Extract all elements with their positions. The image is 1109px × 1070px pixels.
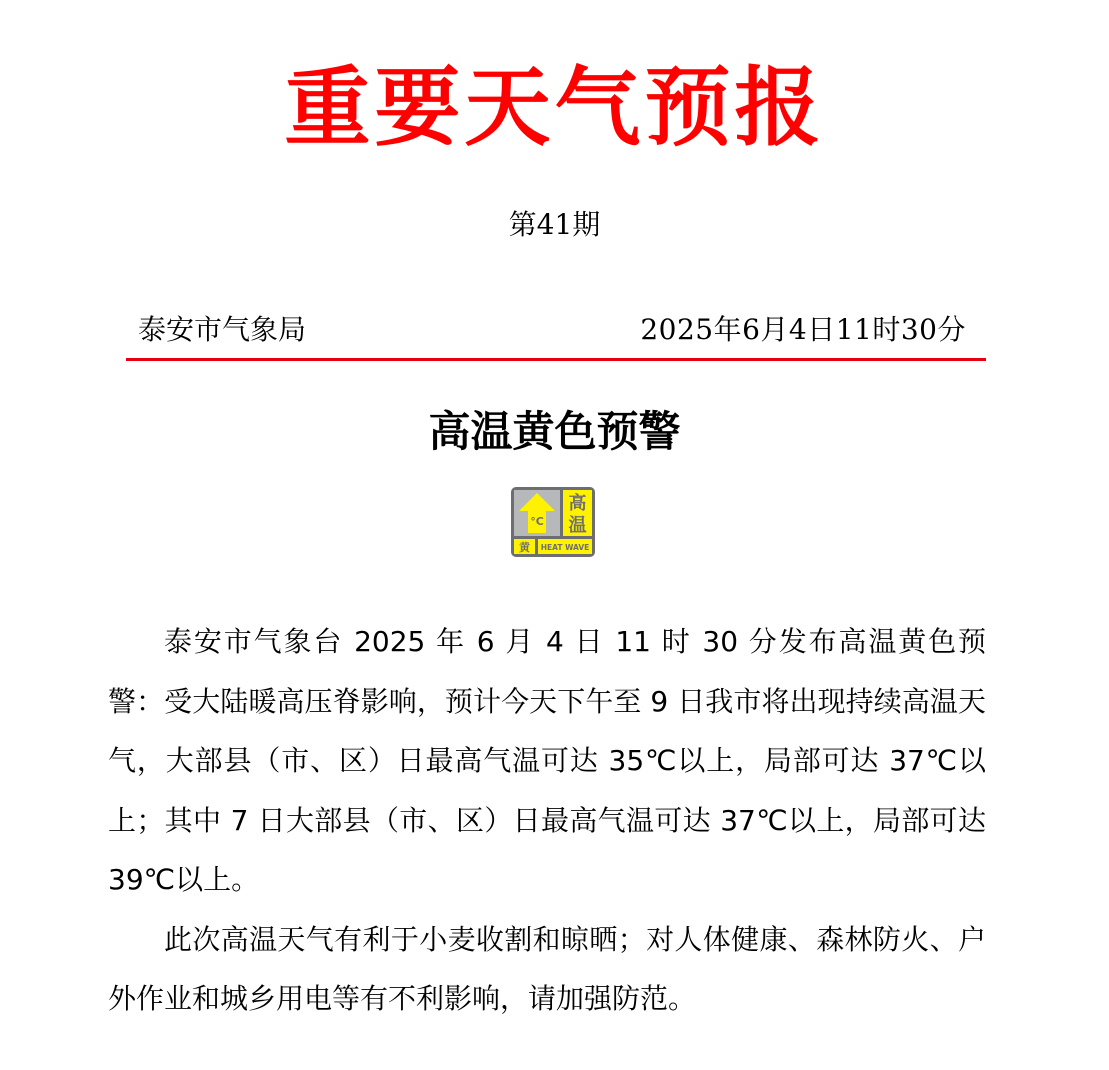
- issue-number: 第41期: [508, 208, 601, 241]
- body-paragraph-1: 泰安市气象台 2025 年 6 月 4 日 11 时 30 分发布高温黄色预警：受大陆暖高压脊影响，预计今天下午至 9 日我市将出现持续高温天气，大部县（市、区）日最高气温可达 35℃以上，局部可达 37℃以上；其中 7 日大部县（市、区）日最高气温可达 37℃以上，局部可达 39℃以上。: [108, 625, 986, 896]
- signal-unit-text: °C: [530, 515, 544, 528]
- signal-color-label: 黄: [519, 541, 530, 554]
- signal-english-label: HEAT WAVE: [540, 543, 590, 552]
- issuer-name: 泰安市气象局: [138, 313, 307, 346]
- signal-main-char-1: 高: [568, 493, 587, 514]
- body-paragraph-2: 此次高温天气有利于小麦收割和晾晒；对人体健康、森林防火、户外作业和城乡用电等有不利影响，请加强防范。: [108, 922, 986, 1015]
- issuer-row: [138, 308, 966, 352]
- bulletin-body: [108, 612, 986, 1029]
- masthead-title: 重要天气预报: [284, 57, 825, 158]
- issued-time: 2025年6月4日11时30分: [640, 313, 966, 346]
- heat-wave-yellow-signal-icon: [511, 487, 595, 557]
- red-divider: [126, 358, 986, 361]
- warning-title: 高温黄色预警: [428, 407, 681, 456]
- signal-main-char-2: 温: [568, 515, 587, 536]
